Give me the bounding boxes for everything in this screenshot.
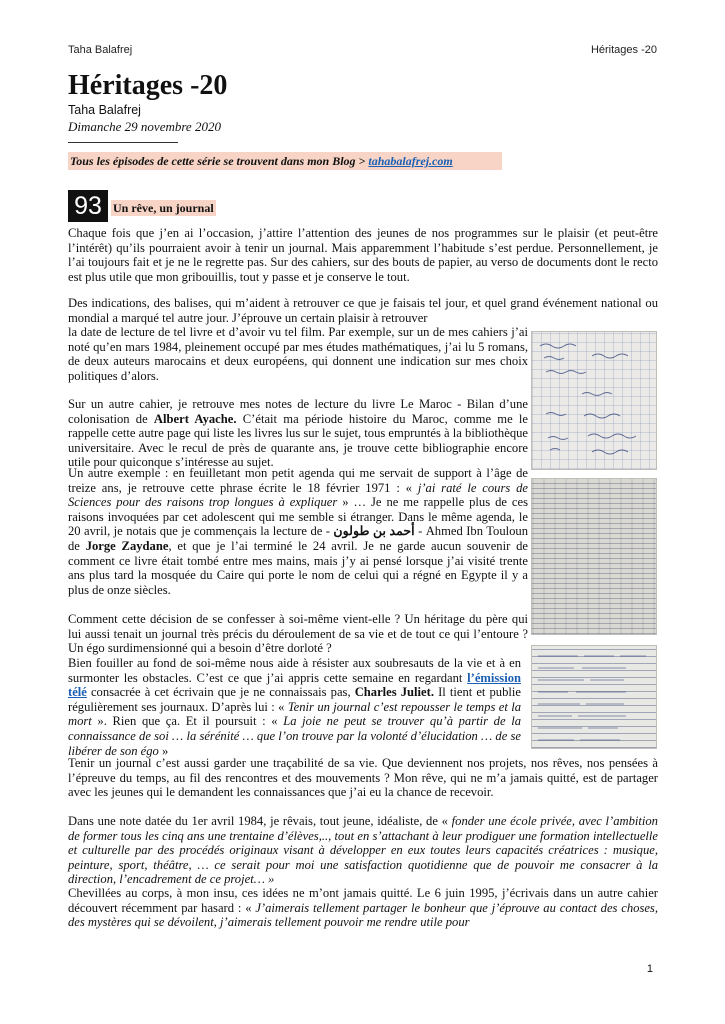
author-albert-ayache: Albert Ayache.: [153, 411, 237, 426]
paragraph-3: la date de lecture de tel livre et d’avoir vu tel film. Par exemple, sur un de mes cahiers j’ai noté qu’en mars 1984, pleinement occupé par mes études mathématiques, j’ai lu 5 romans, de deux auteurs marocains et deux européens, qui donnent une indication sur mes choix politiques d’alors.: [68, 325, 528, 383]
paragraph-7: Bien fouiller au fond de soi-même nous aide à résister aux soubresauts de la vie et à en surmonter les obstacles. C’est ce que j’ai appris cette semaine en regardant l’émission télé consacrée à cet écrivain que je ne connaissais pas, Charles Juliet. Il tient et publie régulièrement ses journaux. D’après lui : « Tenir un journal c’est repousser le temps et la mort ». Rien que ça. Et il poursuit : « La joie ne peut se trouver qu’à partir de la connaissance de soi … la sérénité … que l’on trouve par la volonté d’élucidation … de se libérer de son égo »: [68, 656, 521, 758]
page-number: 1: [646, 963, 653, 975]
agenda-photo-1971: [531, 645, 657, 749]
title-divider: [68, 142, 178, 143]
blog-banner-text: Tous les épisodes de cette série se trouvent dans mon Blog >: [70, 154, 369, 168]
author-charles-juliet: Charles Juliet.: [354, 685, 434, 700]
running-header-author: Taha Balafrej: [68, 44, 133, 56]
page-title: Héritages -20: [68, 70, 228, 101]
paragraph-6: Comment cette décision de se confesser à soi-même vient-elle ? Un héritage du père qui lui aussi tenait un journal très précis du déroulement de sa vie et de tout ce qui l’entoure ? Un égo surdimensionné qui a besoin d’être dorloté ?: [68, 612, 528, 656]
paragraph-2: Des indications, des balises, qui m’aident à retrouver ce que je faisais tel jour, et quel grand événement national ou mondial a marqué tel autre jour. J’éprouve un certain plaisir à retrouver: [68, 296, 658, 325]
paragraph-9: Dans une note datée du 1er avril 1984, je rêvais, tout jeune, idéaliste, de « fonder une école privée, avec l’ambition de former tous les cinq ans une trentaine d’élèves,.., tout en s’attachant à leur prodiguer une formation intellectuelle et culturelle par des procédés originaux visant à développer en eux toutes leurs capacités créatrices : musique, peinture, sport, théâtre, … ce serait pour moi une satisfaction quotidienne que de pouvoir me consacrer à la direction, l’encadrement de ce projet… »: [68, 814, 658, 887]
tv-show-link[interactable]: l’émission télé: [68, 670, 521, 700]
paragraph-4: Sur un autre cahier, je retrouve mes notes de lecture du livre Le Maroc - Bilan d’une colonisation de Albert Ayache. C’était ma période histoire du Maroc, comme me le rappelle cette autre page qui liste les livres lus sur le sujet, tous empruntés à la bibliothèque universitaire. Avec le recul de près de quarante ans, je trouve cette bibliographie encore utile pour quiconque s’intéresse au sujet.: [68, 397, 528, 470]
handwriting-scribble-icon: [532, 332, 656, 469]
notebook-photo-bibliography: [531, 478, 657, 635]
notebook-photo-reading-list: [531, 331, 657, 470]
episode-title: Un rêve, un journal: [113, 201, 214, 215]
paragraph-10: Chevillées au corps, à mon insu, ces idées ne m’ont jamais quitté. Le 6 juin 1995, j’écrivais dans un autre cahier découvert récemment par hasard : « J’aimerais tellement partager le bonheur que j’éprouve au contact des choses, des mystères qui se dévoilent, j’aimerais tellement pouvoir me rendre utile pour: [68, 886, 658, 930]
arabic-book-title: أحمد بن طولون: [333, 524, 415, 539]
publication-date: Dimanche 29 novembre 2020: [68, 119, 221, 134]
blog-link[interactable]: tahabalafrej.com: [368, 154, 453, 168]
blog-banner: [68, 152, 502, 170]
author-jorge-zaydane: Jorge Zaydane: [85, 538, 169, 553]
paragraph-8: Tenir un journal c’est aussi garder une traçabilité de sa vie. Que deviennent nos projets, nos rêves, nos pensées à l’épreuve du temps, au fil des rencontres et des mouvements ? Mon rêve, qui ne m’a jamais quitté, est de partager avec les jeunes qui le demandent les connaissances que j’ai eu la chance de recevoir.: [68, 756, 658, 800]
episode-number-badge: 93: [68, 190, 108, 222]
paragraph-5: Un autre exemple : en feuilletant mon petit agenda qui me servait de support à l’âge de treize ans, je retrouve cette phrase écrite le 18 février 1971 : « j’ai raté le cours de Sciences pour des raisons trop longues à expliquer » … Je ne me rappelle plus de ces raisons invoquées par cet adolescent qui me semble si étranger. Dans le même agenda, le 20 avril, je notais que je commençais la lecture de - أحمد بن طولون - Ahmed Ibn Touloun de Jorge Zaydane, et que je l’ai terminé le 24 avril. Je ne garde aucun souvenir de comment ce livre était tombé entre mes mains, mais j’y ai pensé lorsque j’ai visité trente ans plus tard la mosquée du Caire qui porte le nom de celui qui a régné en Egypte il y a plus de onze siècles.: [68, 466, 529, 597]
paragraph-1: Chaque fois que j’en ai l’occasion, j’attire l’attention des jeunes de nos programmes sur le plaisir (et peut-être l’intérêt) qu’ils pourraient avoir à tenir un journal. Mais apparemment l’habitude s’est perdue. Personnellement, je l’ai toujours fait et je ne le regrette pas. Sur des cahiers, sur des bouts de papier, au verso de documents dont le recto est plus utile que mon gribouillis, tout y passe et je conserve le tout.: [68, 226, 658, 284]
author-name: Taha Balafrej: [68, 103, 141, 117]
running-header-title: Héritages -20: [590, 44, 657, 56]
handwritten-list-icon: [532, 646, 656, 748]
